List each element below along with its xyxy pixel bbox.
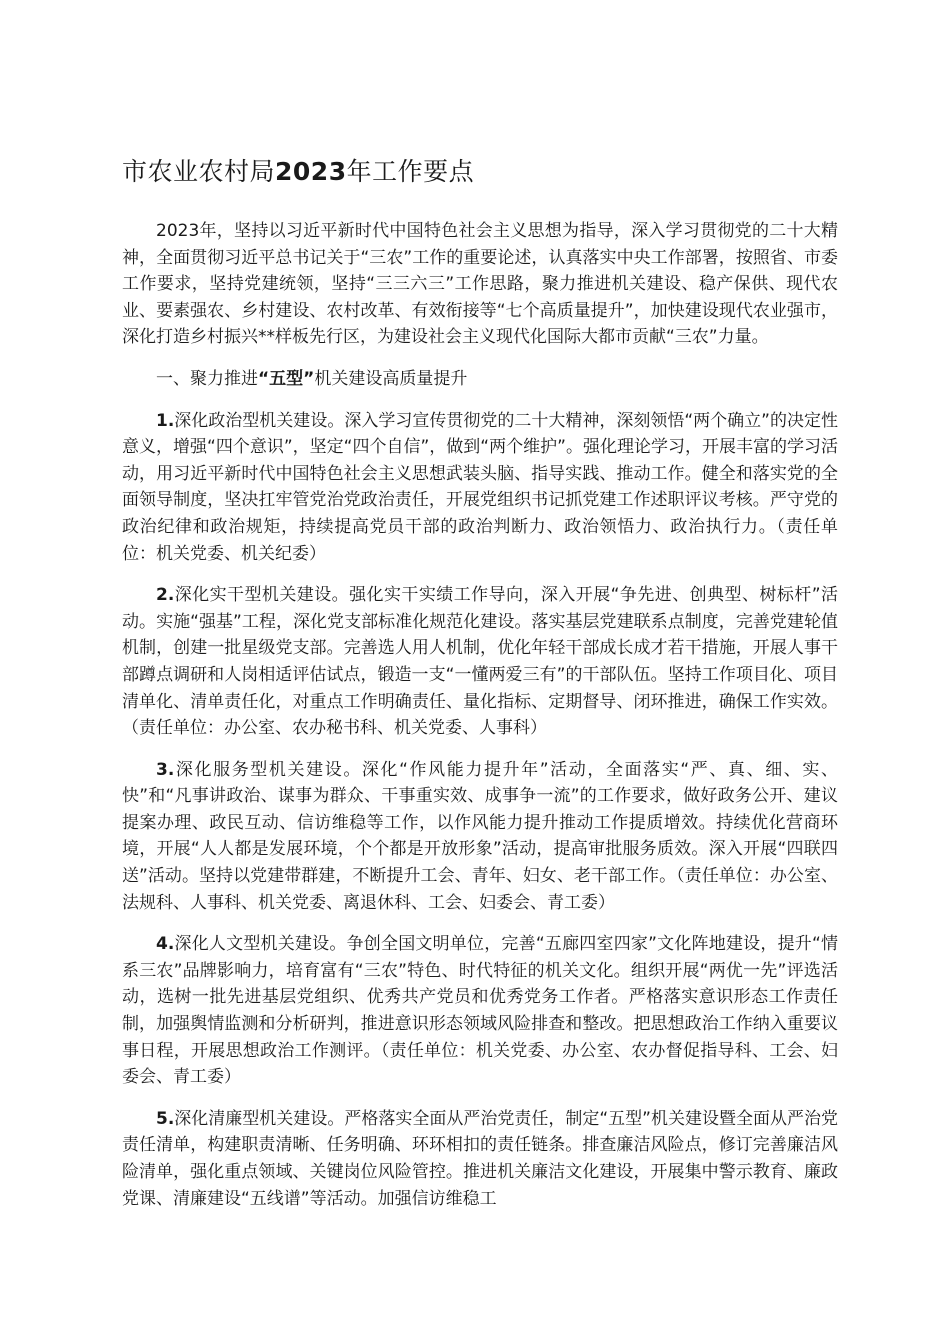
document-page [122,152,838,1227]
document-title [122,152,838,192]
title-year: 2023 [275,157,347,186]
item-paragraph-1 [122,408,838,568]
item-paragraph-5 [122,1106,838,1212]
item-text: 深化实干型机关建设。强化实干实绩工作导向，深入开展“争先进、创典型、树标杆”活动。实施“强基”工程，深化党支部标准化规范化建设。落实基层党建联系点制度，完善党建轮值机制，创建一批星级党支部。完善选人用人机制，优化年轻干部成长成才若干措施，开展人事干部蹲点调研和人岗相适评估试点，锻造一支“一懂两爱三有”的干部队伍。坚持工作项目化、项目清单化、清单责任化，对重点工作明确责任、量化指标、定期督导、闭环推进，确保工作实效。（责任单位：办公室、农办秘书科、机关党委、人事科） [122,585,838,739]
item-text: 深化人文型机关建设。争创全国文明单位，完善“五廊四室四家”文化阵地建设，提升“情系三农”品牌影响力，培育富有“三农”特色、时代特征的机关文化。组织开展“两优一先”评选活动，选树一批先进基层党组织、优秀共产党员和优秀党务工作者。严格落实意识形态工作责任制，加强舆情监测和分析研判，推进意识形态领域风险排查和整改。把思想政治工作纳入重要议事日程，开展思想政治工作测评。（责任单位：机关党委、办公室、农办督促指导科、工会、妇委会、青工委） [122,934,838,1088]
item-text: 深化政治型机关建设。深入学习宣传贯彻党的二十大精神，深刻领悟“两个确立”的决定性意义，增强“四个意识”，坚定“四个自信”，做到“两个维护”。强化理论学习，开展丰富的学习活动，用习近平新时代中国特色社会主义思想武装头脑、指导实践、推动工作。健全和落实党的全面领导制度，坚决扛牢管党治党政治责任，开展党组织书记抓党建工作述职评议考核。严守党的政治纪律和政治规矩，持续提高党员干部的政治判断力、政治领悟力、政治执行力。（责任单位：机关党委、机关纪委） [122,410,838,564]
item-number: 3. [156,759,175,780]
item-number: 1. [156,410,175,431]
item-number: 4. [156,934,175,955]
item-number: 2. [156,585,175,606]
item-text: 深化服务型机关建设。深化“作风能力提升年”活动，全面落实“严、真、细、实、快”和“凡事讲政治、谋事为群众、干事重实效、成事争一流”的工作要求，做好政务公开、建议提案办理、政民互动、信访维稳等工作，以作风能力提升推动工作提质增效。持续优化营商环境，开展“人人都是发展环境，个个都是开放形象”活动，提高审批服务质效。深入开展“四联四送”活动。坚持以党建带群建，不断提升工会、青年、妇女、老干部工作。（责任单位：办公室、法规科、人事科、机关党委、离退休科、工会、妇委会、青工委） [122,759,838,913]
section-heading-1 [122,366,838,393]
item-number: 5. [156,1108,175,1129]
item-paragraph-2 [122,582,838,742]
item-paragraph-4 [122,931,838,1091]
item-text: 深化清廉型机关建设。严格落实全面从严治党责任，制定“五型”机关建设暨全面从严治党责任清单，构建职责清晰、任务明确、环环相扣的责任链条。排查廉洁风险点，修订完善廉洁风险清单，强化重点领域、关键岗位风险管控。推进机关廉洁文化建设，开展集中警示教育、廉政党课、清廉建设“五线谱”等活动。加强信访维稳工 [122,1108,838,1209]
intro-paragraph: 2023年，坚持以习近平新时代中国特色社会主义思想为指导，深入学习贯彻党的二十大精神，全面贯彻习近平总书记关于“三农”工作的重要论述，认真落实中央工作部署，按照省、市委工作要求，坚持党建统领，坚持“三三六三”工作思路，聚力推进机关建设、稳产保供、现代农业、要素强农、乡村建设、农村改革、有效衔接等“七个高质量提升”，加快建设现代农业强市，深化打造乡村振兴**样板先行区，为建设社会主义现代化国际大都市贡献“三农”力量。 [122,221,838,348]
title-prefix: 市农业农村局 [122,157,276,186]
item-paragraph-3 [122,757,838,917]
section-heading-bold: “五型” [258,368,315,389]
section-heading-after: 机关建设高质量提升 [314,368,468,389]
section-heading-before: 一、聚力推进 [156,368,258,389]
title-suffix: 年工作要点 [346,157,475,186]
